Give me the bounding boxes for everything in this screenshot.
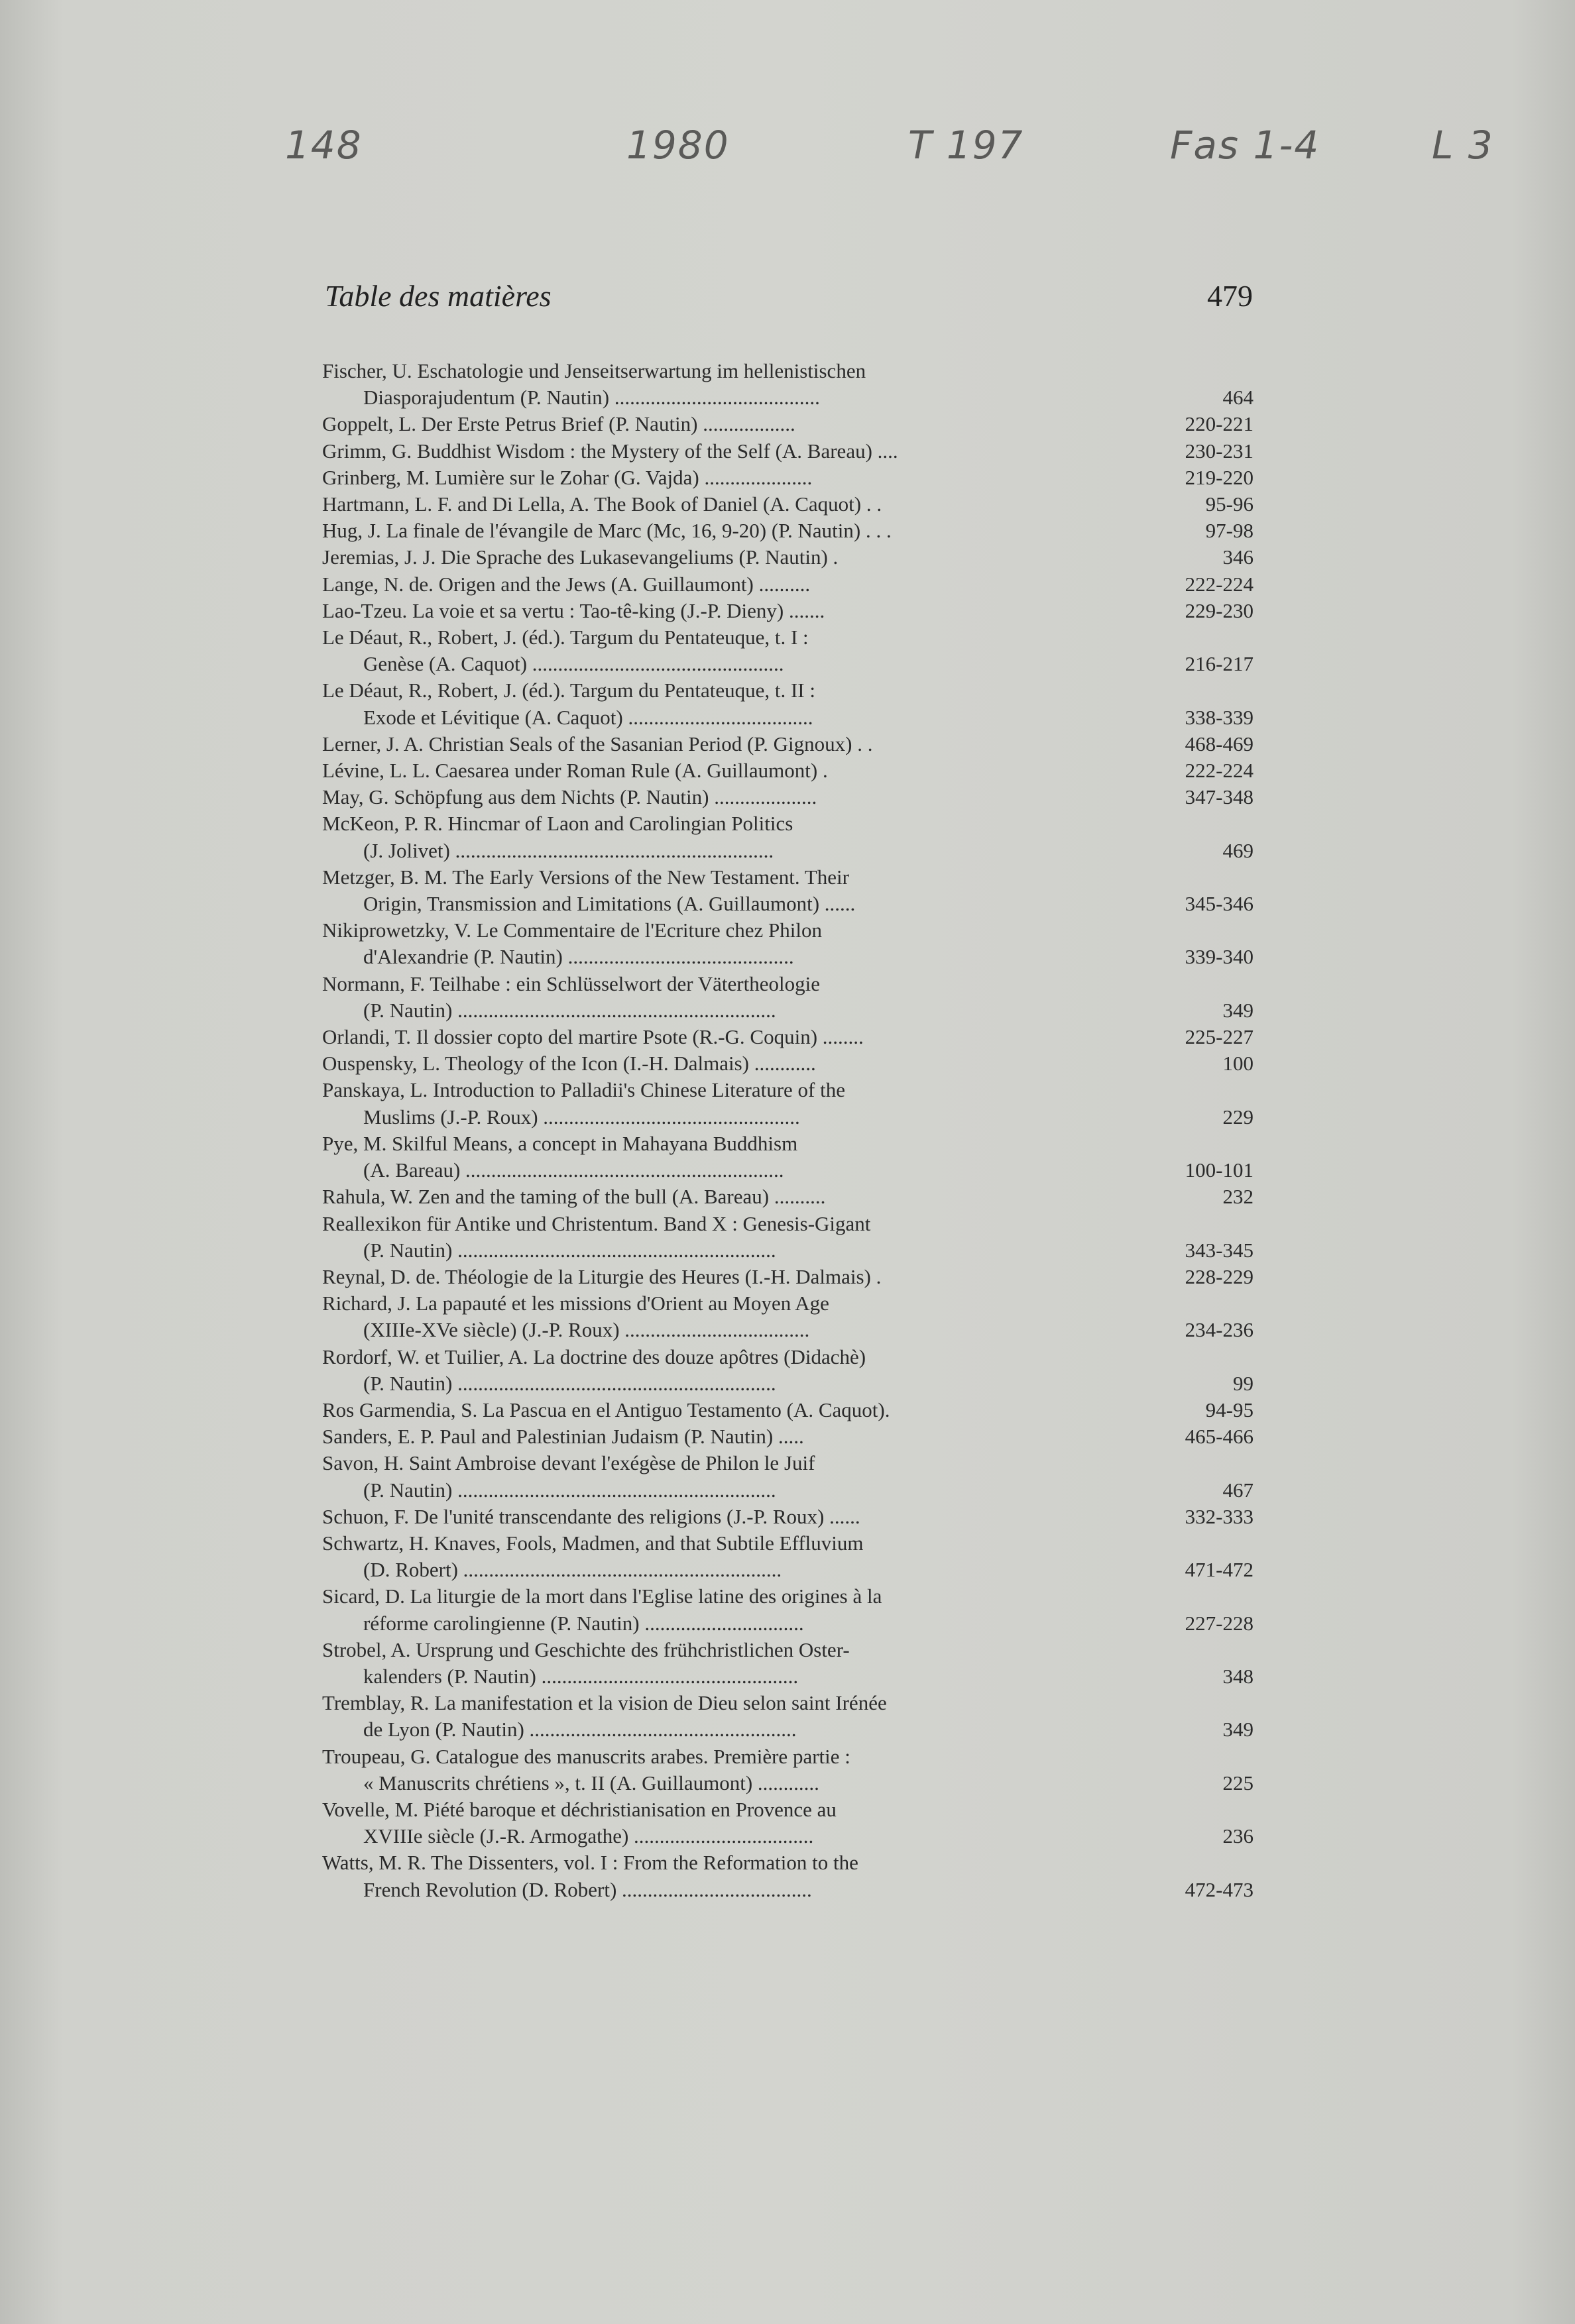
toc-entry-pages: 469 bbox=[1222, 838, 1254, 862]
toc-entry bbox=[322, 1290, 1254, 1343]
toc-entry bbox=[322, 1450, 1254, 1503]
toc-entry-text: Orlandi, T. Il dossier copto del martire Psote (R.-G. Coquin) ........ bbox=[322, 1025, 864, 1049]
toc-entry-pages: 99 bbox=[1233, 1371, 1254, 1395]
toc-entry bbox=[322, 624, 1254, 677]
toc-entry-text: Savon, H. Saint Ambroise devant l'exégèse de Philon le Juif (P. Nautin) .............................................................. bbox=[322, 1451, 815, 1502]
toc-entry bbox=[322, 1184, 1254, 1210]
toc-entry bbox=[322, 544, 1254, 571]
toc-entry bbox=[322, 1690, 1254, 1743]
toc-entry bbox=[322, 784, 1254, 810]
toc-entry-text: Panskaya, L. Introduction to Palladii's Chinese Literature of the Muslims (J.-P. Roux) .................................................. bbox=[322, 1078, 846, 1129]
toc-entry bbox=[322, 1797, 1254, 1850]
toc-entry-pages: 216-217 bbox=[1185, 652, 1254, 676]
handwritten-note-4: Fas 1-4 bbox=[1170, 123, 1320, 168]
toc-entry-pages: 222-224 bbox=[1185, 759, 1254, 783]
toc-entry-text: Lao-Tzeu. La voie et sa vertu : Tao-tê-king (J.-P. Dieny) ....... bbox=[322, 598, 825, 622]
page-number: 479 bbox=[1207, 279, 1253, 313]
toc-entry-text: Rahula, W. Zen and the taming of the bull (A. Bareau) .......... bbox=[322, 1185, 826, 1209]
toc-entry-pages: 465-466 bbox=[1185, 1425, 1254, 1449]
toc-entry-pages: 225-227 bbox=[1185, 1025, 1254, 1049]
toc-entry-text: Ros Garmendia, S. La Pascua en el Antiguo Testamento (A. Caquot). bbox=[322, 1398, 890, 1421]
toc-entry-text: Goppelt, L. Der Erste Petrus Brief (P. Nautin) .................. bbox=[322, 412, 795, 436]
toc-entry-pages: 100 bbox=[1222, 1052, 1254, 1076]
toc-entry-pages: 332-333 bbox=[1185, 1504, 1254, 1528]
toc-entry-text: Troupeau, G. Catalogue des manuscrits arabes. Première partie : « Manuscrits chrétiens », t. II (A. Guillaumont) ............ bbox=[322, 1744, 850, 1795]
toc-entry-text: Reynal, D. de. Théologie de la Liturgie des Heures (I.-H. Dalmais) . bbox=[322, 1264, 882, 1288]
toc-entry-pages: 225 bbox=[1222, 1771, 1254, 1795]
toc-entry bbox=[322, 518, 1254, 544]
toc-entry bbox=[322, 1850, 1254, 1903]
toc-entry-text: Tremblay, R. La manifestation et la vision de Dieu selon saint Irénée de Lyon (P. Nautin) .................................................... bbox=[322, 1691, 887, 1742]
toc-entry bbox=[322, 1131, 1254, 1184]
toc-entry-text: Grinberg, M. Lumière sur le Zohar (G. Vajda) ..................... bbox=[322, 465, 813, 489]
toc-entry-pages: 349 bbox=[1222, 998, 1254, 1022]
toc-entry-pages: 349 bbox=[1222, 1718, 1254, 1742]
toc-entry-pages: 338-339 bbox=[1185, 705, 1254, 729]
toc-entry bbox=[322, 1743, 1254, 1797]
toc-entry-pages: 339-340 bbox=[1185, 945, 1254, 969]
toc-entry-text: Sicard, D. La liturgie de la mort dans l'Eglise latine des origines à la réforme carolingienne (P. Nautin) ............................... bbox=[322, 1584, 882, 1635]
toc-entry-text: Lange, N. de. Origen and the Jews (A. Guillaumont) .......... bbox=[322, 572, 811, 596]
toc-entry bbox=[322, 1050, 1254, 1077]
toc-entry bbox=[322, 864, 1254, 917]
handwritten-note-3: T 197 bbox=[908, 123, 1024, 168]
toc-entry bbox=[322, 1024, 1254, 1050]
toc-entry bbox=[322, 1077, 1254, 1130]
toc-entry bbox=[322, 598, 1254, 624]
toc-entry-pages: 468-469 bbox=[1185, 732, 1254, 755]
page-title: Table des matières bbox=[325, 279, 552, 313]
toc-entry-text: Le Déaut, R., Robert, J. (éd.). Targum du Pentateuque, t. I : Genèse (A. Caquot) ................................................. bbox=[322, 626, 809, 676]
toc-entry bbox=[322, 810, 1254, 863]
toc-entry bbox=[322, 1211, 1254, 1264]
toc-entry-text: Watts, M. R. The Dissenters, vol. I : From the Reformation to the French Revolution (D. Robert) ..................................... bbox=[322, 1851, 858, 1901]
toc-entry bbox=[322, 1423, 1254, 1450]
toc-entry bbox=[322, 358, 1254, 411]
toc-entry-text: Schuon, F. De l'unité transcendante des religions (J.-P. Roux) ...... bbox=[322, 1504, 860, 1528]
handwritten-note-5: L 3 bbox=[1432, 123, 1494, 168]
toc-entry-pages: 95-96 bbox=[1205, 492, 1254, 516]
toc-entry-pages: 467 bbox=[1222, 1478, 1254, 1502]
toc-entry-text: Lévine, L. L. Caesarea under Roman Rule (A. Guillaumont) . bbox=[322, 759, 828, 783]
toc-entry bbox=[322, 1530, 1254, 1583]
toc-entry-text: Vovelle, M. Piété baroque et déchristianisation en Provence au XVIIIe siècle (J.-R. Armogathe) ................................... bbox=[322, 1797, 837, 1848]
toc-entry bbox=[322, 491, 1254, 518]
toc-entry-pages: 343-345 bbox=[1185, 1238, 1254, 1262]
toc-entry bbox=[322, 1397, 1254, 1423]
toc-entry bbox=[322, 411, 1254, 437]
toc-entry-text: Schwartz, H. Knaves, Fools, Madmen, and that Subtile Effluvium (D. Robert) .............................................................. bbox=[322, 1531, 864, 1582]
toc-entry-pages: 348 bbox=[1222, 1664, 1254, 1688]
toc-entry bbox=[322, 438, 1254, 465]
toc-entry-text: Jeremias, J. J. Die Sprache des Lukasevangeliums (P. Nautin) . bbox=[322, 545, 839, 569]
toc-entry-pages: 345-346 bbox=[1185, 892, 1254, 916]
toc-entry bbox=[322, 677, 1254, 730]
toc-entry-text: Lerner, J. A. Christian Seals of the Sasanian Period (P. Gignoux) . . bbox=[322, 732, 873, 755]
toc-entry-text: Normann, F. Teilhabe : ein Schlüsselwort der Vätertheologie (P. Nautin) .............................................................. bbox=[322, 971, 820, 1022]
toc-entry bbox=[322, 971, 1254, 1024]
handwritten-note-2: 1980 bbox=[626, 123, 730, 168]
toc-entry-pages: 346 bbox=[1222, 545, 1254, 569]
toc-entry-pages: 229-230 bbox=[1185, 598, 1254, 622]
toc-entry-pages: 97-98 bbox=[1205, 519, 1254, 543]
toc-entry bbox=[322, 757, 1254, 784]
toc-entry-pages: 227-228 bbox=[1185, 1611, 1254, 1635]
toc-entry bbox=[322, 917, 1254, 970]
toc-entry bbox=[322, 1264, 1254, 1290]
page-header bbox=[325, 278, 1253, 325]
toc-entry-pages: 472-473 bbox=[1185, 1877, 1254, 1901]
toc-entry-pages: 219-220 bbox=[1185, 465, 1254, 489]
toc-entry-pages: 234-236 bbox=[1185, 1318, 1254, 1342]
toc-entry-pages: 222-224 bbox=[1185, 572, 1254, 596]
toc-entry-pages: 220-221 bbox=[1185, 412, 1254, 436]
toc-entry-text: Le Déaut, R., Robert, J. (éd.). Targum du Pentateuque, t. II : Exode et Lévitique (A. Caquot) .................................... bbox=[322, 679, 815, 729]
toc-entry-text: Nikiprowetzky, V. Le Commentaire de l'Ecriture chez Philon d'Alexandrie (P. Nautin) ............................................ bbox=[322, 918, 822, 969]
toc-entry-text: Pye, M. Skilful Means, a concept in Mahayana Buddhism (A. Bareau) .............................................................. bbox=[322, 1131, 798, 1182]
toc-entry bbox=[322, 1344, 1254, 1397]
toc-entry bbox=[322, 1504, 1254, 1530]
toc-entry-pages: 464 bbox=[1222, 386, 1254, 410]
table-of-contents bbox=[322, 358, 1254, 1903]
toc-entry-text: Hartmann, L. F. and Di Lella, A. The Book of Daniel (A. Caquot) . . bbox=[322, 492, 882, 516]
toc-entry-text: Grimm, G. Buddhist Wisdom : the Mystery of the Self (A. Bareau) .... bbox=[322, 439, 898, 463]
toc-entry-text: Hug, J. La finale de l'évangile de Marc (Mc, 16, 9-20) (P. Nautin) . . . bbox=[322, 519, 892, 543]
toc-entry bbox=[322, 731, 1254, 757]
toc-entry-pages: 229 bbox=[1222, 1105, 1254, 1129]
handwritten-note-1: 148 bbox=[285, 123, 363, 168]
toc-entry bbox=[322, 465, 1254, 491]
toc-entry-pages: 236 bbox=[1222, 1824, 1254, 1848]
toc-entry-pages: 230-231 bbox=[1185, 439, 1254, 463]
toc-entry-pages: 94-95 bbox=[1205, 1398, 1254, 1421]
toc-entry-text: Reallexikon für Antike und Christentum. Band X : Genesis-Gigant (P. Nautin) .............................................................. bbox=[322, 1211, 871, 1262]
toc-entry-pages: 232 bbox=[1222, 1185, 1254, 1209]
toc-entry-text: Rordorf, W. et Tuilier, A. La doctrine des douze apôtres (Didachè) (P. Nautin) .............................................................. bbox=[322, 1345, 866, 1395]
toc-entry-text: Sanders, E. P. Paul and Palestinian Judaism (P. Nautin) ..... bbox=[322, 1425, 804, 1449]
toc-entry-text: Ouspensky, L. Theology of the Icon (I.-H. Dalmais) ............ bbox=[322, 1052, 816, 1076]
toc-entry-pages: 228-229 bbox=[1185, 1264, 1254, 1288]
toc-entry-pages: 347-348 bbox=[1185, 785, 1254, 809]
toc-entry-text: Fischer, U. Eschatologie und Jenseitserwartung im hellenistischen Diasporajudentum (P. Nautin) ........................................ bbox=[322, 359, 866, 410]
toc-entry-text: Strobel, A. Ursprung und Geschichte des frühchristlichen Oster- kalenders (P. Nautin) .................................................. bbox=[322, 1637, 850, 1688]
toc-entry-pages: 100-101 bbox=[1185, 1158, 1254, 1182]
toc-entry-text: McKeon, P. R. Hincmar of Laon and Carolingian Politics (J. Jolivet) .............................................................. bbox=[322, 812, 793, 862]
toc-entry bbox=[322, 1583, 1254, 1636]
toc-entry-text: May, G. Schöpfung aus dem Nichts (P. Nautin) .................... bbox=[322, 785, 817, 809]
toc-entry-text: Metzger, B. M. The Early Versions of the New Testament. Their Origin, Transmission and Limitations (A. Guillaumont) ...... bbox=[322, 865, 856, 916]
toc-entry-pages: 471-472 bbox=[1185, 1558, 1254, 1582]
toc-entry-text: Richard, J. La papauté et les missions d'Orient au Moyen Age (XIIIe-XVe siècle) (J.-P. Roux) .................................... bbox=[322, 1292, 829, 1342]
toc-entry bbox=[322, 571, 1254, 598]
toc-entry bbox=[322, 1637, 1254, 1690]
